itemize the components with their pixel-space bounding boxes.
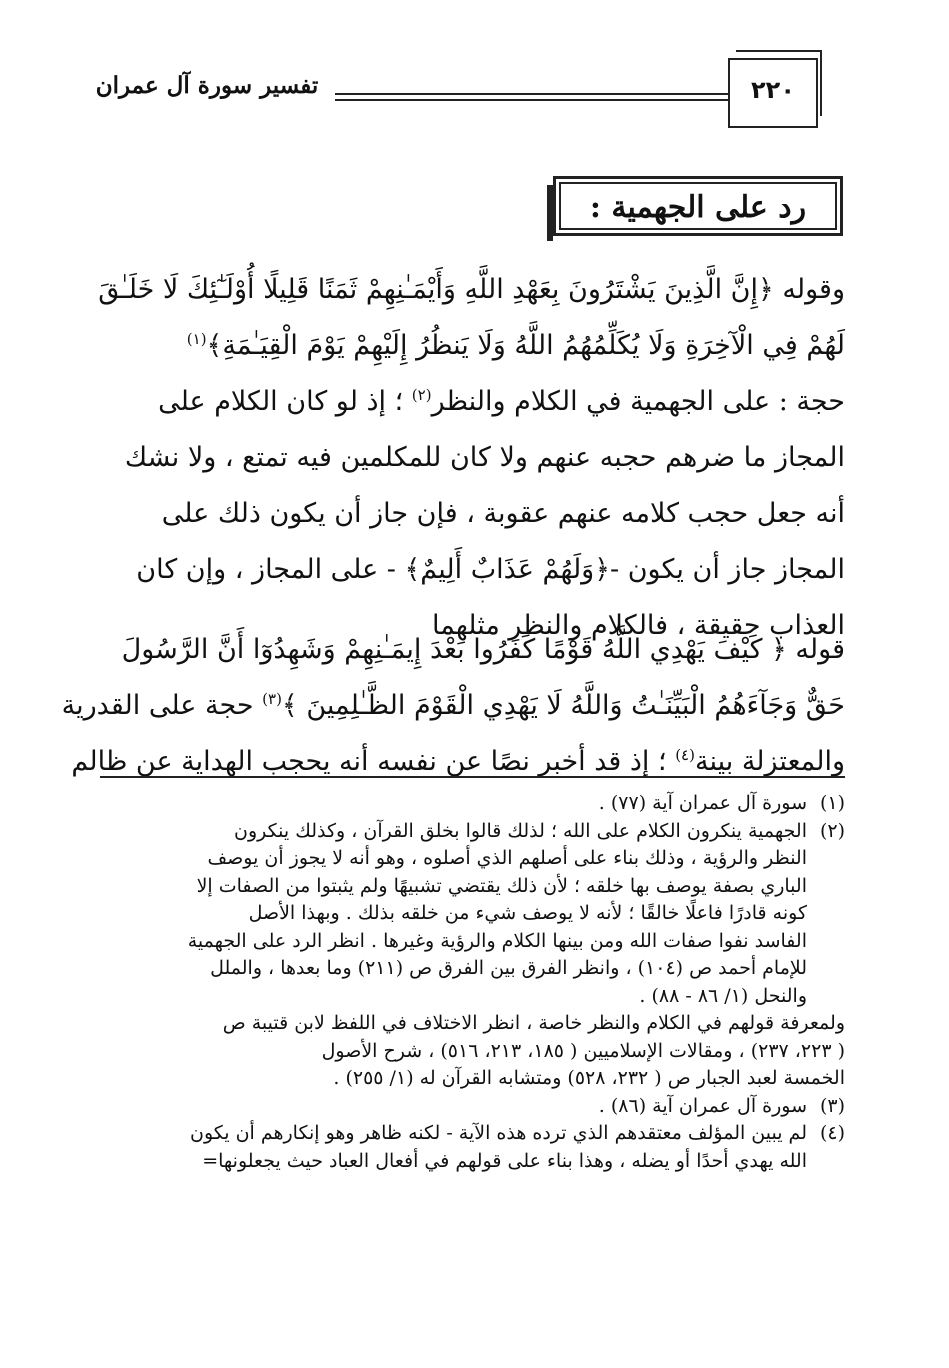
footnote-line: والنحل (١/ ٨٦ - ٨٨) . bbox=[639, 984, 807, 1007]
footnote-number: (١) bbox=[819, 792, 845, 814]
footnote-line: لم يبين المؤلف معتقدهم الذي ترده هذه الآية - لكنه ظاهر وهو إنكارهم أن يكون bbox=[189, 1122, 807, 1144]
paragraph-line bbox=[100, 374, 845, 430]
footnote-line: الجهمية ينكرون الكلام على الله ؛ لذلك قالوا بخلق القرآن ، وكذلك ينكرون bbox=[234, 819, 807, 842]
paragraph-line bbox=[100, 430, 845, 486]
paragraph-line bbox=[100, 542, 845, 598]
footnote-number: (٢) bbox=[819, 819, 845, 842]
footnote-line: كونه قادرًا فاعلًا خالقًا ؛ لأنه لا يوصف شيء من خلقه بذلك . وبهذا الأصل bbox=[248, 902, 807, 924]
paragraph-line bbox=[100, 318, 845, 374]
footnote-line: الخمسة لعبد الجبار ص ( ٢٣٢، ٥٢٨) ومتشابه القرآن له (١/ ٢٥٥) . bbox=[333, 1067, 845, 1089]
footnote-separator bbox=[100, 776, 845, 778]
page-number: ٢٢٠ bbox=[751, 76, 795, 104]
footnote-line: الباري بصفة يوصف بها خلقه ؛ لأن ذلك يقتضي تشبيهًا ولم يثبتوا من الصفات إلا bbox=[196, 874, 807, 897]
footnote-2 bbox=[95, 818, 845, 1011]
paragraph-text: ؛ إذ قد أخبر نصًا عن نفسه أنه يحجب الهداية عن ظالم bbox=[71, 746, 676, 777]
paragraph-text: لَهُمْ فِي الْآخِرَةِ وَلَا يُكَلِّمُهُمُ اللَّهُ وَلَا يَنظُرُ إِلَيْهِمْ يَوْمَ الْقِيَـٰمَةِ﴾ bbox=[206, 330, 845, 361]
footnote-line: ولمعرفة قولهم في الكلام والنظر خاصة ، انظر الاختلاف في اللفظ لابن قتيبة ص bbox=[222, 1012, 845, 1034]
footnote-2-continued bbox=[95, 1010, 845, 1093]
paragraph-text: حَقٌّ وَجَآءَهُمُ الْبَيِّنَـٰتُ وَاللَّهُ لَا يَهْدِي الْقَوْمَ الظَّـٰلِمِينَ ﴾ bbox=[281, 690, 845, 721]
footnote-line: سورة آل عمران آية (٨٦) . bbox=[598, 1094, 807, 1117]
footnotes bbox=[95, 790, 845, 1175]
footnote-ref: (٢) bbox=[411, 386, 432, 404]
paragraph-text: قوله ﴿ كَيْفَ يَهْدِي اللَّهُ قَوْمًا كَفَرُوا بَعْدَ إِيمَـٰنِهِمْ وَشَهِدُوٓا أَنَّ الرَّسُولَ bbox=[121, 634, 845, 665]
paragraph-line bbox=[71, 734, 845, 790]
paragraph-line bbox=[100, 486, 845, 542]
footnote-number: (٤) bbox=[819, 1122, 845, 1144]
footnote-ref: (١) bbox=[186, 330, 207, 348]
footnote-line: سورة آل عمران آية (٧٧) . bbox=[598, 792, 807, 814]
footnote-4 bbox=[95, 1120, 845, 1175]
footnote-line: ( ٢٢٣، ٢٣٧) ، ومقالات الإسلاميين ( ١٨٥، ٢١٣، ٥١٦) ، شرح الأصول bbox=[321, 1039, 845, 1062]
section-heading-box bbox=[553, 176, 843, 236]
footnote-ref: (٤) bbox=[675, 746, 695, 764]
paragraph-text: وقوله ﴿إِنَّ الَّذِينَ يَشْتَرُونَ بِعَهْدِ اللَّهِ وَأَيْمَـٰنِهِمْ ثَمَنًا قَلِيلًا أُوْلَـٰٓئِكَ لَا خَلَـٰقَ bbox=[98, 274, 845, 305]
paragraph-text: ؛ إذ لو كان الكلام على bbox=[158, 386, 412, 417]
paragraph-line bbox=[100, 262, 845, 318]
footnote-line: الله يهدي أحدًا أو يضله ، وهذا بناء على قولهم في أفعال العباد حيث يجعلونها= bbox=[202, 1149, 807, 1172]
paragraph-text: حجة على القدرية bbox=[61, 690, 263, 721]
paragraph-2 bbox=[61, 622, 845, 790]
header-rule bbox=[335, 93, 730, 95]
section-heading: رد على الجهمية : bbox=[589, 190, 807, 225]
footnote-line: للإمام أحمد ص (١٠٤) ، وانظر الفرق بين الفرق ص (٢١١) وما بعدها ، والملل bbox=[210, 957, 807, 979]
footnote-1 bbox=[95, 790, 845, 818]
paragraph-text: المجاز ما ضرهم حجبه عنهم ولا كان للمكلمين فيه تمتع ، ولا نشك bbox=[124, 442, 845, 473]
header-rule-double bbox=[335, 99, 730, 101]
footnote-ref: (٣) bbox=[262, 690, 282, 708]
paragraph-text: أنه جعل حجب كلامه عنهم عقوبة ، فإن جاز أن يكون ذلك على bbox=[161, 498, 845, 529]
footnote-line: النظر والرؤية ، وذلك بناء على أصلهم الذي أصلوه ، وهو أنه لا يجوز أن يوصف bbox=[207, 847, 807, 869]
paragraph-text: والمعتزلة بينة bbox=[694, 746, 845, 777]
running-title: تفسير سورة آل عمران bbox=[95, 72, 319, 99]
paragraph-line bbox=[100, 622, 845, 678]
footnote-3 bbox=[95, 1093, 845, 1121]
paragraph-text: المجاز جاز أن يكون -﴿وَلَهُمْ عَذَابٌ أَلِيمٌ﴾ - على المجاز ، وإن كان bbox=[136, 554, 845, 585]
paragraph-1 bbox=[100, 262, 845, 654]
paragraph-line bbox=[61, 678, 845, 734]
footnote-line: الفاسد نفوا صفات الله ومن بينها الكلام والرؤية وغيرها . انظر الرد على الجهمية bbox=[187, 929, 807, 952]
footnote-number: (٣) bbox=[819, 1094, 845, 1117]
paragraph-text: العذاب حقيقة ، فالكلام والنظر مثلهما bbox=[432, 610, 845, 641]
page-number-box bbox=[728, 58, 818, 128]
paragraph-text: حجة : على الجهمية في الكلام والنظر bbox=[431, 386, 845, 417]
